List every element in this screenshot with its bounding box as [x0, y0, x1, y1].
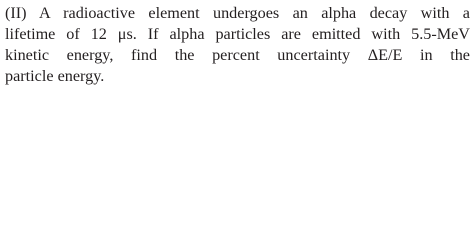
problem-line-3: kinetic energy, find the percent uncertainty ΔE/E in the [5, 46, 470, 64]
problem-line-2: lifetime of 12 μs. If alpha particles are emitted with 5.5-MeV [5, 25, 470, 43]
problem-line-4: particle energy. [5, 67, 105, 85]
problem-line-1: (II) A radioactive element undergoes an alpha decay with a [5, 4, 470, 22]
physics-problem-text [5, 3, 470, 87]
